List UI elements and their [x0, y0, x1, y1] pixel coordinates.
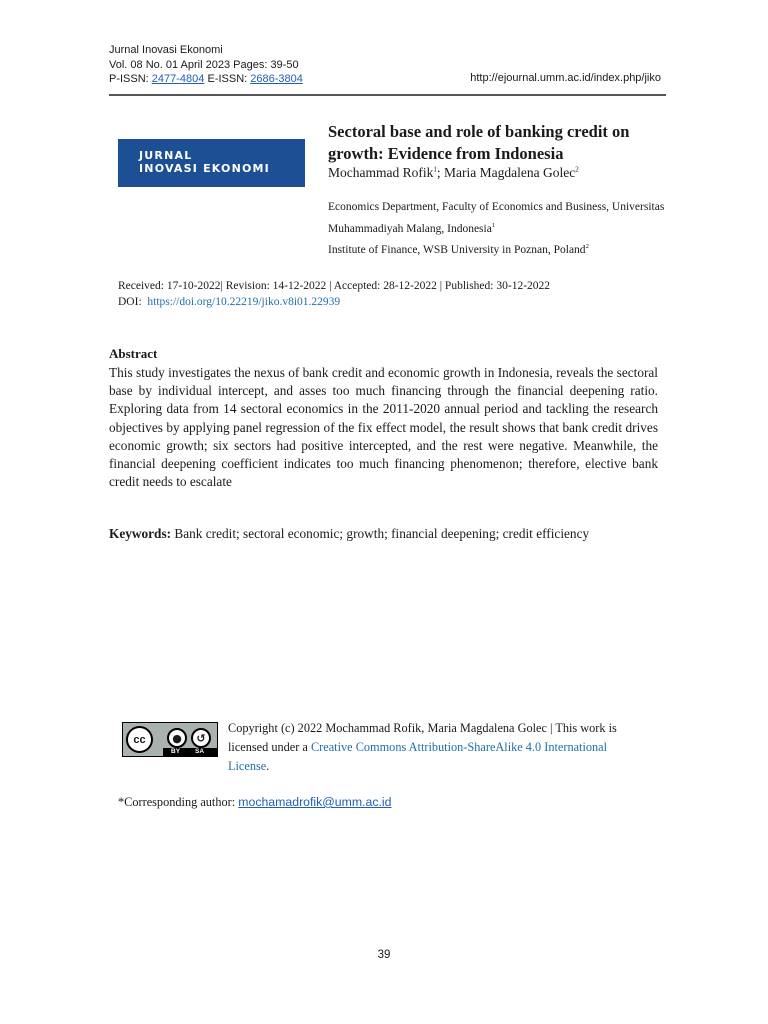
volume-info: Vol. 08 No. 01 April 2023 Pages: 39-50 — [109, 58, 299, 71]
doi-line — [118, 296, 340, 308]
doi-link[interactable]: https://doi.org/10.22219/jiko.v8i01.22939 — [147, 296, 341, 308]
abstract-heading: Abstract — [109, 346, 158, 361]
author-2: Maria Magdalena Golec — [444, 165, 576, 180]
by-person-icon: ● — [167, 728, 187, 748]
corresponding-author: *Corresponding author: mochamadrofik@umm.ac.id — [118, 795, 392, 809]
journal-header — [109, 43, 303, 87]
page-number: 39 — [377, 949, 391, 961]
cc-icon: cc — [126, 726, 153, 753]
share-alike-icon: ↺ — [191, 728, 211, 748]
affiliation-2: Institute of Finance, WSB University in Poznan, Poland$^2$ — [328, 242, 589, 256]
keywords-label: Keywords: — [109, 526, 172, 541]
license-link[interactable]: Creative Commons Attribution-ShareAlike 4.0 International License — [228, 740, 608, 773]
journal-url[interactable]: http://ejournal.umm.ac.id/index.php/jiko — [470, 72, 661, 84]
authors: Mochammad Rofik$^1$; Maria Magdalena Golec$^2$ — [328, 165, 579, 180]
license-text: Copyright (c) 2022 Mochammad Rofik, Maria Magdalena Golec | This work is licensed under a Creative Commons Attribution-ShareAlike 4.0 International License. — [228, 721, 617, 773]
keywords-text: Bank credit; sectoral economic; growth; financial deepening; credit efficiency — [171, 526, 590, 541]
journal-name: Jurnal Inovasi Ekonomi — [109, 44, 223, 56]
badge-strip — [163, 748, 217, 756]
badge-by-label: BY — [171, 748, 181, 755]
abstract-text: This study investigates the nexus of bank credit and economic growth in Indonesia, reveals the sectoral base by individual intercept, and asses too much financing through the financial deepening ratio. Exploring data from 14 sectoral economics in the 2011-2020 annual period and tackling the research objectives by applying panel regression of the fix effect model, the result shows that bank credit drives economic growth; six sectors had positive intercepted, and the rest were negative. Meanwhile, the financial deepening coefficient indicates too much financing phenomenon; therefore, elective bank credit needs to escalate — [109, 365, 658, 490]
article-dates: Received: 17-10-2022| Revision: 14-12-2022 | Accepted: 28-12-2022 | Published: 30-12-2022 — [118, 280, 551, 292]
header-divider — [109, 94, 666, 96]
logo-line-1: JURNAL — [139, 149, 193, 162]
eissn-link[interactable]: 2686-3804 — [250, 73, 303, 85]
pissn-link[interactable]: 2477-4804 — [151, 73, 205, 85]
article-title: Sectoral base and role of banking credit on growth: Evidence from Indonesia — [328, 122, 630, 163]
affiliations — [328, 199, 668, 259]
journal-logo — [118, 139, 305, 187]
logo-line-2: INOVASI EKONOMI — [139, 162, 270, 175]
keywords — [109, 526, 589, 542]
cc-by-sa-badge[interactable] — [122, 722, 218, 757]
corresponding-email[interactable]: mochamadrofik@umm.ac.id — [238, 795, 392, 809]
issn-line: P-ISSN: 2477-4804 E-ISSN: 2686-3804 — [109, 73, 303, 85]
affiliation-1: Economics Department, Faculty of Economics and Business, Universitas Muhammadiyah Malang, Indonesia$^1$ — [328, 201, 665, 235]
doi-label: DOI: — [118, 296, 142, 308]
badge-sa-label: SA — [195, 748, 205, 755]
author-1: Mochammad Rofik — [328, 165, 434, 180]
